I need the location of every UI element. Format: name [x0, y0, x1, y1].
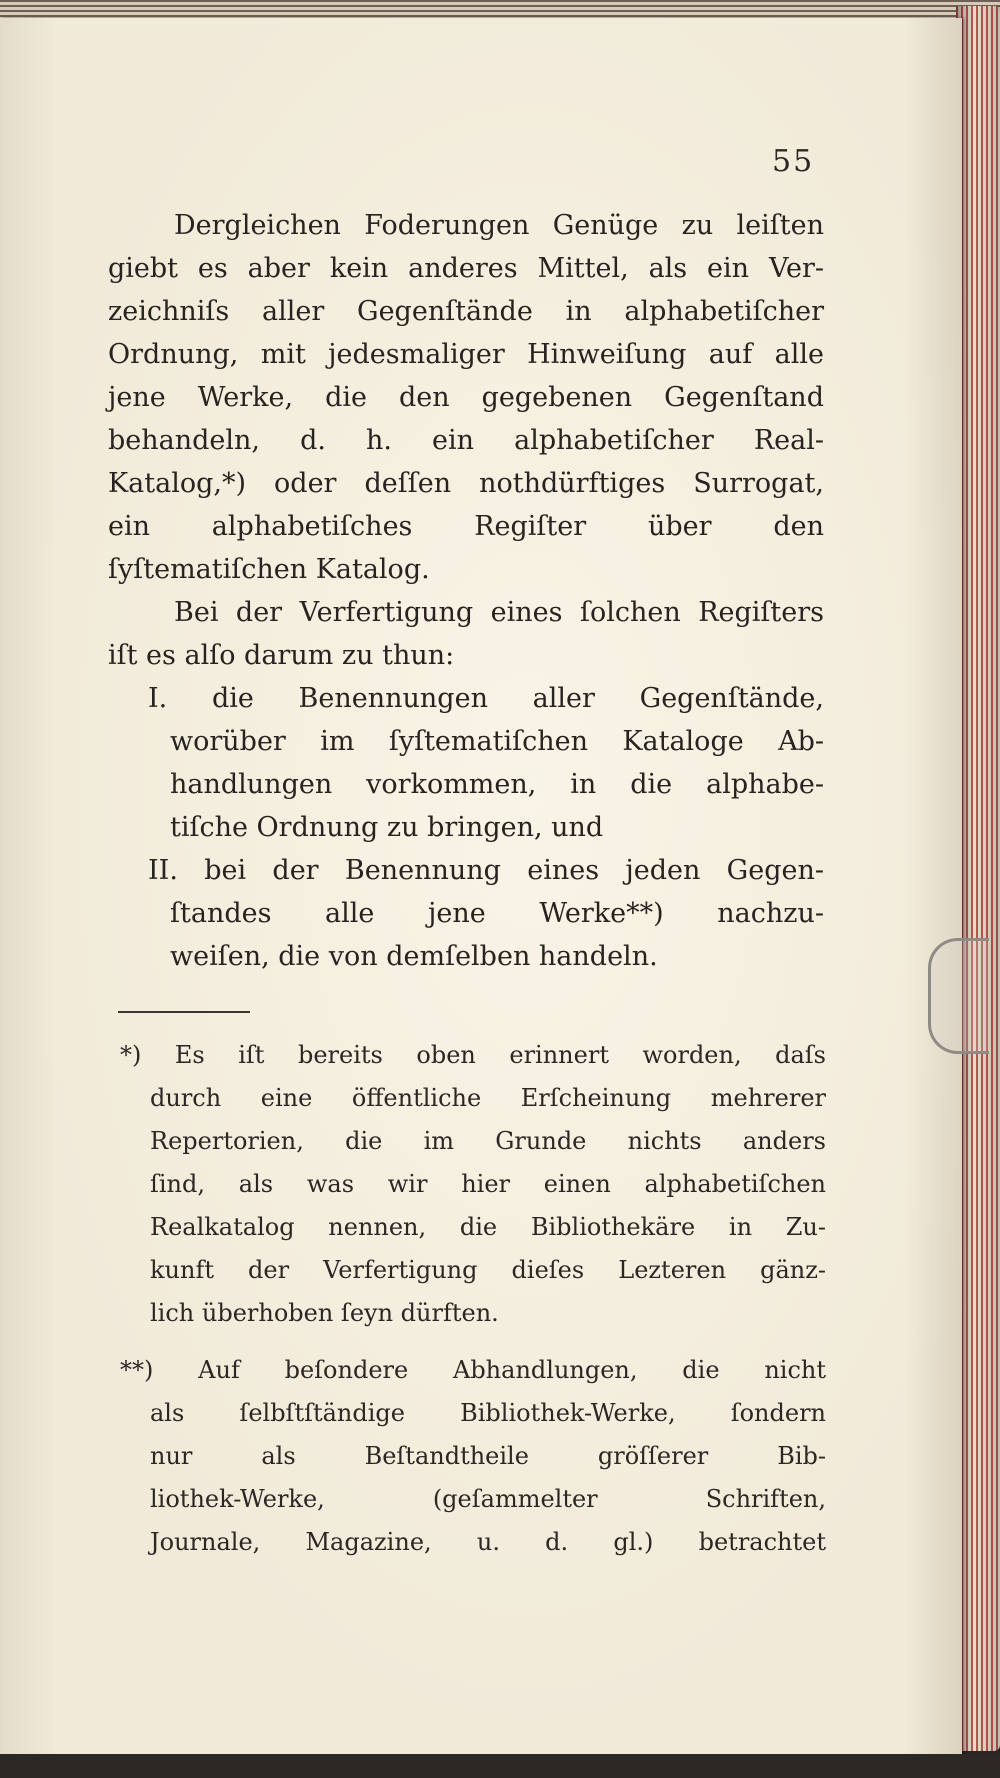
footnote-line: Repertorien, die im Grunde nichts anders [150, 1127, 826, 1155]
list-item-line: tiſche Ordnung zu bringen, und [170, 812, 604, 843]
footnote-line: *) Es iſt bereits oben erinnert worden, daſs [120, 1041, 826, 1069]
footnote-line: liothek-Werke, (geſammelter Schriften, [150, 1485, 826, 1513]
footnote-line: Journale, Magazine, u. d. gl.) betrachtet [150, 1528, 826, 1556]
main-text [108, 204, 824, 978]
list-item-line: I. die Benennungen aller Gegenſtände, [148, 683, 824, 714]
text-line: zeichniſs aller Gegenſtände in alphabetiſcher [108, 296, 824, 327]
footnote-line: nur als Beſtandtheile gröſſerer Bib- [150, 1442, 826, 1470]
text-line: Ordnung, mit jedesmaliger Hinweiſung auf alle [108, 339, 824, 370]
text-line: behandeln, d. h. ein alphabetiſcher Real- [108, 425, 824, 456]
list-item-line: weiſen, die von demſelben handeln. [170, 941, 658, 972]
footnote-line: **) Auf beſondere Abhandlungen, die nicht [120, 1356, 826, 1384]
footnote-line: durch eine öffentliche Erſcheinung mehrerer [150, 1084, 826, 1112]
footnote-line: ſind, als was wir hier einen alphabetiſchen [150, 1170, 826, 1198]
footnote-line: Realkatalog nennen, die Bibliothekäre in Zu- [150, 1213, 826, 1241]
page-clip [928, 938, 989, 1054]
footnote-gap [150, 1335, 826, 1349]
text-line: ein alphabetiſches Regiſter über den [108, 511, 824, 542]
list-item-line: II. bei der Benennung eines jeden Gegen- [148, 855, 824, 886]
list-item-line: ſtandes alle jene Werke**) nachzu- [170, 898, 824, 929]
footnote-rule [118, 1011, 250, 1013]
text-line: jene Werke, die den gegebenen Gegenſtand [108, 382, 824, 413]
text-line: giebt es aber kein anderes Mittel, als ein Ver- [108, 253, 824, 284]
footnote-line: lich überhoben ſeyn dürften. [150, 1299, 499, 1327]
bottom-strip [0, 1754, 1000, 1778]
footnote-line: kunft der Verfertigung dieſes Lezteren gänz- [150, 1256, 826, 1284]
page-edges-right [956, 6, 1000, 1751]
text-line: Dergleichen Foderungen Genüge zu leiſten [174, 210, 824, 241]
footnotes [120, 1034, 826, 1564]
text-line: iſt es alſo darum zu thun: [108, 640, 455, 671]
list-item-line: worüber im ſyſtematiſchen Kataloge Ab- [170, 726, 824, 757]
text-line: Bei der Verfertigung eines ſolchen Regiſters [174, 597, 824, 628]
footnote-line: als ſelbſtſtändige Bibliothek-Werke, ſondern [150, 1399, 826, 1427]
page-number: 55 [772, 144, 815, 179]
text-line: Katalog,*) oder deſſen nothdürftiges Surrogat, [108, 468, 824, 499]
text-line: ſyſtematiſchen Katalog. [108, 554, 430, 585]
list-item-line: handlungen vorkommen, in die alphabe- [170, 769, 824, 800]
